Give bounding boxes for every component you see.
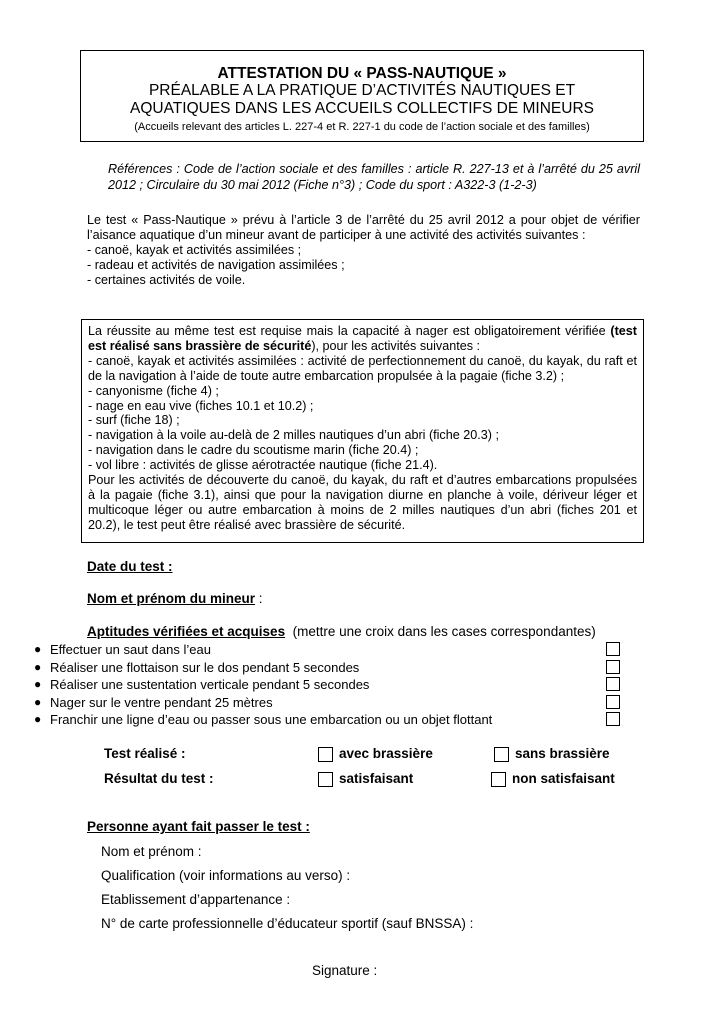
- aptitudes-heading: [87, 624, 596, 639]
- bullet-icon: ●: [34, 642, 42, 656]
- bullet-icon: ●: [34, 694, 42, 709]
- minor-name-field: [87, 591, 263, 606]
- satisfying-checkbox[interactable]: [318, 772, 333, 787]
- intro-item: - radeau et activités de navigation assimilées ;: [87, 258, 345, 272]
- box-item: - canyonisme (fiche 4) ;: [88, 383, 219, 398]
- document-note: (Accueils relevant des articles L. 227-4 et R. 227-1 du code de l’action sociale et des familles): [134, 121, 590, 133]
- swimming-requirement-box: [81, 319, 644, 543]
- aptitude-label: Nager sur le ventre pendant 25 mètres: [50, 694, 273, 710]
- box-item: - surf (fiche 18) ;: [88, 413, 180, 428]
- examiner-qualification-field: Qualification (voir informations au verso) :: [101, 868, 351, 883]
- document-subtitle-line2: AQUATIQUES DANS LES ACCUEILS COLLECTIFS DE MINEURS: [130, 100, 594, 117]
- aptitude-label: Effectuer un saut dans l’eau: [50, 642, 211, 657]
- intro-item: - canoë, kayak et activités assimilées ;: [87, 243, 302, 257]
- bullet-icon: ●: [34, 677, 42, 692]
- without-vest-checkbox[interactable]: [494, 747, 509, 762]
- references: Références : Code de l’action sociale et des familles : article R. 227-13 et à l’arrêté du 25 avril 2012 ; Circulaire du 30 mai 2012 (Fiche n°3) ; Code du sport : A322-3 (1-2-3): [108, 162, 640, 192]
- test-result-label: Résultat du test :: [104, 771, 214, 786]
- aptitudes-title: Aptitudes vérifiées et acquises: [87, 624, 286, 639]
- title-box: [80, 50, 644, 142]
- aptitude-row: [34, 694, 626, 712]
- box-item: - canoë, kayak et activités assimilées : activité de perfectionnement du canoë, du kayak, du raft et de la navigation à l’aide de toute autre embarcation propulsée à la pagaie (fiche 3.2) ;: [88, 353, 637, 383]
- aptitudes-hint: (mettre une croix dans les cases correspondantes): [285, 624, 596, 639]
- aptitude-row: [34, 641, 626, 659]
- aptitude-checkbox[interactable]: [606, 677, 620, 691]
- aptitude-row: [34, 711, 626, 729]
- intro-item: - certaines activités de voile.: [87, 273, 246, 287]
- bullet-icon: ●: [34, 712, 42, 727]
- aptitude-checkbox[interactable]: [606, 642, 620, 656]
- aptitude-row: [34, 659, 626, 677]
- box-lead: La réussite au même test est requise mais la capacité à nager est obligatoirement vérifiée: [88, 324, 611, 338]
- minor-name-label: Nom et prénom du mineur: [87, 591, 256, 606]
- aptitude-row: [34, 676, 626, 694]
- box-item: - navigation dans le cadre du scoutisme marin (fiche 20.4) ;: [88, 443, 419, 458]
- document-title: ATTESTATION DU « PASS-NAUTIQUE »: [217, 65, 507, 82]
- aptitudes-list: [34, 641, 626, 729]
- bullet-icon: ●: [34, 659, 42, 674]
- not-satisfying-label: non satisfaisant: [512, 771, 615, 786]
- satisfying-label: satisfaisant: [339, 771, 414, 786]
- box-lead-end: ), pour les activités suivantes :: [311, 338, 481, 353]
- examiner-name-field: Nom et prénom :: [101, 844, 202, 859]
- intro-text: Le test « Pass-Nautique » prévu à l’article 3 de l’arrêté du 25 avril 2012 a pour objet de vérifier l’aisance aquatique d’un mineur avant de participer à une activité des activités suivantes :: [87, 213, 640, 242]
- with-vest-checkbox[interactable]: [318, 747, 333, 762]
- not-satisfying-checkbox[interactable]: [491, 772, 506, 787]
- test-done-label: Test réalisé :: [104, 746, 186, 761]
- examiner-card-field: N° de carte professionnelle d’éducateur sportif (sauf BNSSA) :: [101, 916, 474, 931]
- document-subtitle-line1: PRÉALABLE A LA PRATIQUE D’ACTIVITÉS NAUTIQUES ET: [148, 82, 576, 99]
- box-lead-bold: (test est réalisé sans brassière de sécurité: [88, 324, 637, 353]
- box-item: - vol libre : activités de glisse aérotractée nautique (fiche 21.4).: [88, 458, 438, 473]
- box-item: - nage en eau vive (fiches 10.1 et 10.2) ;: [88, 398, 314, 413]
- aptitude-checkbox[interactable]: [606, 695, 620, 709]
- box-closing: Pour les activités de découverte du canoë, du kayak, du raft et d’autres embarcations propulsées à la pagaie (fiche 3.1), ainsi que pour la navigation diurne en planche à voile, dériveur léger et multicoque léger ou autre embarcation à moins de 2 milles nautiques d’un abri (fiches 201 et 20.2), le test peut être réalisé avec brassière de sécurité.: [88, 473, 637, 532]
- with-vest-label: avec brassière: [339, 746, 433, 761]
- without-vest-label: sans brassière: [515, 746, 610, 761]
- aptitude-label: Franchir une ligne d’eau ou passer sous une embarcation ou un objet flottant: [50, 712, 493, 728]
- aptitude-label: Réaliser une sustentation verticale pendant 5 secondes: [50, 677, 370, 693]
- examiner-establishment-field: Etablissement d’appartenance :: [101, 892, 291, 907]
- examiner-title: Personne ayant fait passer le test :: [87, 819, 310, 834]
- aptitude-checkbox[interactable]: [606, 712, 620, 726]
- signature-field: Signature :: [312, 963, 378, 978]
- box-item: - navigation à la voile au-delà de 2 milles nautiques d’un abri (fiche 20.3) ;: [88, 428, 499, 443]
- intro-section: [87, 213, 640, 288]
- date-label: Date du test :: [87, 559, 173, 574]
- aptitude-checkbox[interactable]: [606, 660, 620, 674]
- minor-name-suffix: :: [255, 591, 263, 606]
- aptitude-label: Réaliser une flottaison sur le dos pendant 5 secondes: [50, 659, 360, 675]
